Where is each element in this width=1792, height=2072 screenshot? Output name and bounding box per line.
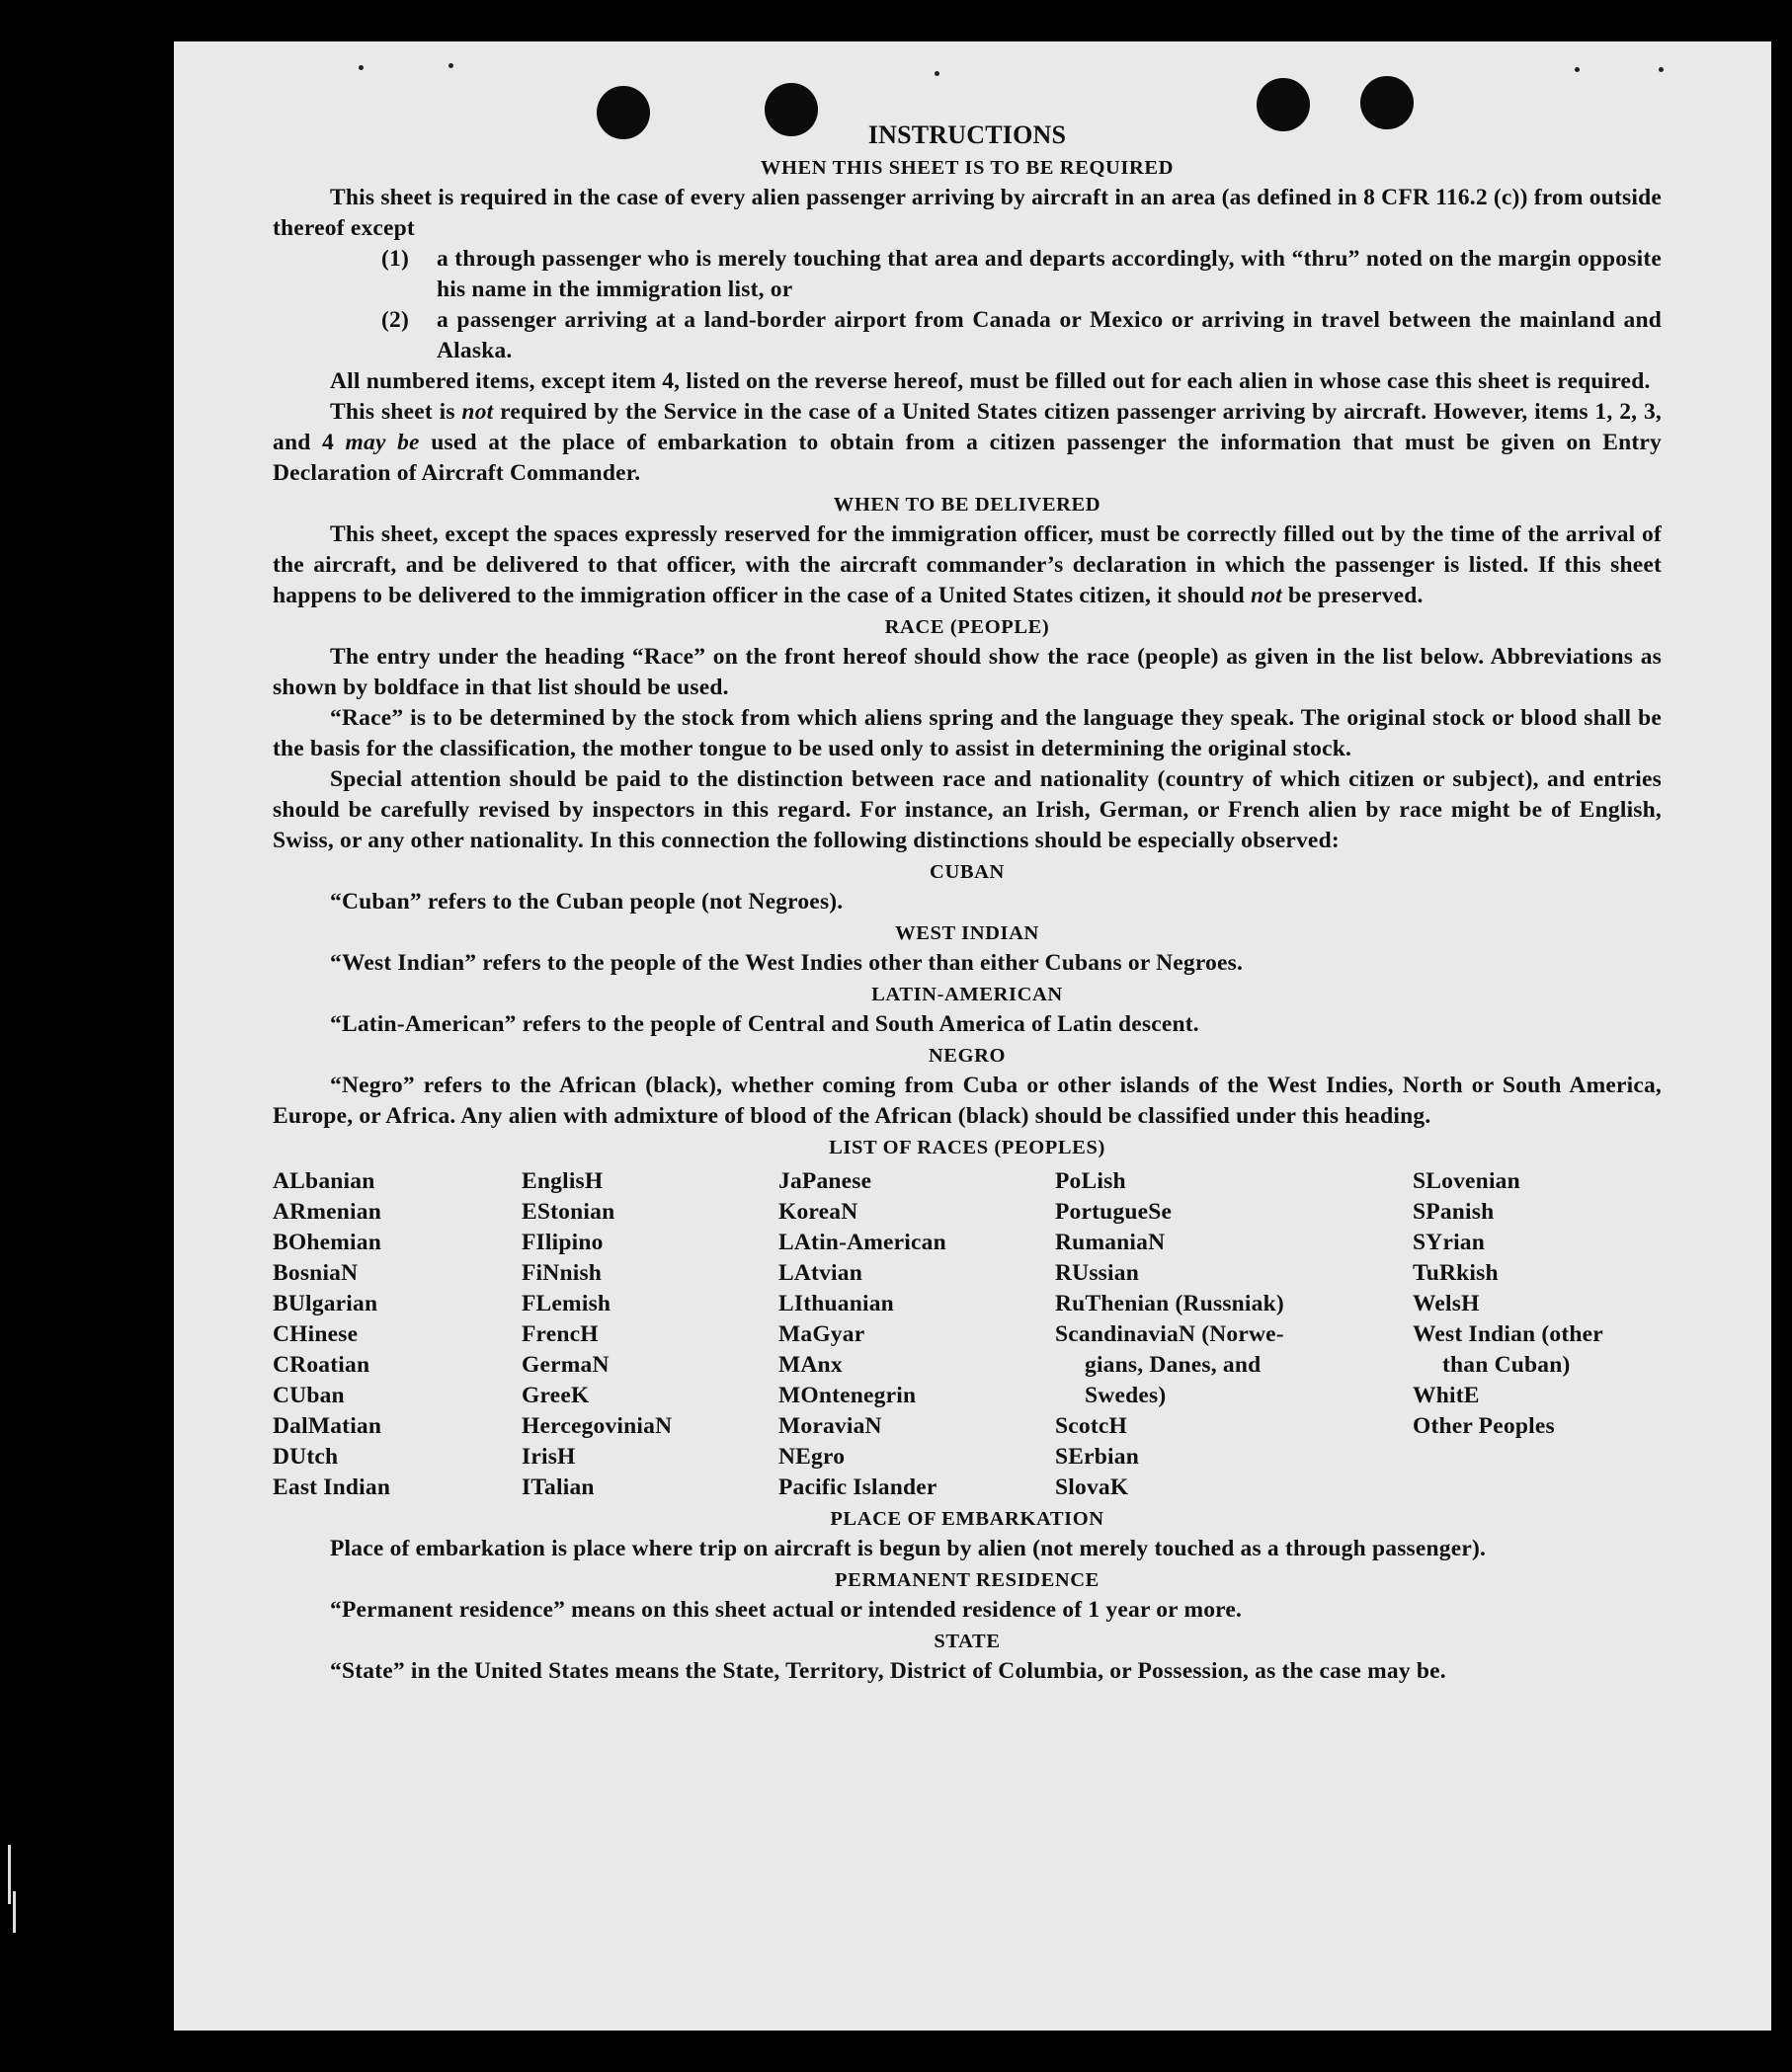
list-item: WhitE <box>1413 1383 1480 1408</box>
section-heading-delivered: WHEN TO BE DELIVERED <box>833 494 1101 516</box>
paragraph: This sheet is required in the case of every alien passenger arriving by aircraft in an area (as defined in 8 CFR 116.2 (c)) from outside thereof except <box>273 185 1662 241</box>
list-item: GermaN <box>522 1352 610 1378</box>
list-item: KoreaN <box>778 1199 858 1225</box>
list-item: DalMatian <box>273 1413 382 1439</box>
section-heading-required: WHEN THIS SHEET IS TO BE REQUIRED <box>760 157 1175 179</box>
list-item: IrisH <box>522 1444 576 1470</box>
list-item: GreeK <box>522 1383 590 1408</box>
race-column <box>1413 1166 1662 1503</box>
list-item: SPanish <box>1413 1199 1495 1225</box>
scan-edge-mark <box>13 1891 16 1933</box>
document-page <box>174 41 1771 2031</box>
list-item: EnglisH <box>522 1168 604 1194</box>
list-item: DUtch <box>273 1444 339 1470</box>
section-heading-west-indian: WEST INDIAN <box>895 922 1039 944</box>
section-heading-negro: NEGRO <box>928 1045 1007 1067</box>
list-item: WelsH <box>1413 1291 1480 1316</box>
section-heading-cuban: CUBAN <box>930 861 1005 883</box>
list-item: ScandinaviaN (Norwe- <box>1055 1321 1284 1347</box>
list-item: MAnx <box>778 1352 843 1378</box>
list-item: RuThenian (Russniak) <box>1055 1291 1284 1316</box>
list-item: SYrian <box>1413 1230 1486 1255</box>
list-item: HercegoviniaN <box>522 1413 673 1439</box>
race-column <box>273 1166 522 1503</box>
paragraph: “West Indian” refers to the people of the West Indies other than either Cubans or Negroes. <box>330 950 1244 976</box>
list-item: RUssian <box>1055 1260 1139 1286</box>
list-item: Pacific Islander <box>778 1474 937 1500</box>
list-item: SlovaK <box>1055 1474 1129 1500</box>
list-item: East Indian <box>273 1474 391 1500</box>
list-item: MaGyar <box>778 1321 865 1347</box>
paragraph: “Negro” refers to the African (black), whether coming from Cuba or other islands of the West Indies, North or South America, Europe, or Africa. Any alien with admixture of blood of the African (black) should be classified under this heading. <box>273 1073 1662 1129</box>
paragraph: All numbered items, except item 4, listed on the reverse hereof, must be filled out for each alien in whose case this sheet is required. <box>330 368 1651 394</box>
list-item: Swedes) <box>1085 1383 1167 1408</box>
paragraph: Place of embarkation is place where trip on aircraft is begun by alien (not merely touched as a through passenger). <box>330 1536 1487 1561</box>
paragraph: “State” in the United States means the State, Territory, District of Columbia, or Possession, as the case may be. <box>330 1658 1446 1684</box>
list-item: FLemish <box>522 1291 611 1316</box>
list-item: PoLish <box>1055 1168 1126 1194</box>
list-item: MOntenegrin <box>778 1383 917 1408</box>
race-list <box>273 1166 1662 1503</box>
list-item: CUban <box>273 1383 345 1408</box>
paragraph: “Permanent residence” means on this sheet actual or intended residence of 1 year or more. <box>330 1597 1243 1623</box>
race-column <box>778 1166 1055 1503</box>
paragraph: “Latin-American” refers to the people of Central and South America of Latin descent. <box>330 1011 1199 1037</box>
paragraph: “Race” is to be determined by the stock from which aliens spring and the language they speak. The original stock or blood shall be the basis for the classification, the mother tongue to be used only to assist in determining the original stock. <box>273 705 1662 761</box>
list-item: ITalian <box>522 1474 595 1500</box>
list-item: TuRkish <box>1413 1260 1499 1286</box>
list-item: ARmenian <box>273 1199 381 1225</box>
list-item: ALbanian <box>273 1168 375 1194</box>
list-item: NEgro <box>778 1444 846 1470</box>
list-item: West Indian (other <box>1413 1321 1603 1347</box>
list-item: LAtin-American <box>778 1230 946 1255</box>
paragraph: “Cuban” refers to the Cuban people (not Negroes). <box>330 889 844 915</box>
list-item: BosniaN <box>273 1260 359 1286</box>
speck <box>359 65 364 70</box>
list-item: (1) a through passenger who is merely touching that area and departs accordingly, with “thru” noted on the margin opposite his name in the immigration list, or <box>381 246 1662 302</box>
list-item: MoraviaN <box>778 1413 882 1439</box>
section-heading-embarkation: PLACE OF EMBARKATION <box>830 1508 1104 1530</box>
race-column <box>522 1166 778 1503</box>
list-item: LIthuanian <box>778 1291 894 1316</box>
page-title: INSTRUCTIONS <box>867 120 1067 149</box>
section-heading-latin-american: LATIN-AMERICAN <box>871 984 1063 1005</box>
speck <box>448 63 453 68</box>
list-item: Other Peoples <box>1413 1413 1555 1439</box>
speck <box>935 71 939 76</box>
list-item: JaPanese <box>778 1168 872 1194</box>
section-heading-state: STATE <box>934 1631 1001 1652</box>
list-item: RumaniaN <box>1055 1230 1166 1255</box>
list-item: BUlgarian <box>273 1291 378 1316</box>
list-item: ScotcH <box>1055 1413 1127 1439</box>
list-item: SLovenian <box>1413 1168 1520 1194</box>
list-item: than Cuban) <box>1442 1352 1571 1378</box>
section-heading-race: RACE (PEOPLE) <box>884 616 1050 638</box>
instructions-body <box>273 119 1662 1687</box>
list-item: BOhemian <box>273 1230 381 1255</box>
list-item: PortugueSe <box>1055 1199 1173 1225</box>
section-heading-permanent-residence: PERMANENT RESIDENCE <box>835 1569 1100 1591</box>
paragraph: This sheet is not required by the Service in the case of a United States citizen passenger arriving by aircraft. However, items 1, 2, 3, and 4 may be used at the place of embarkation to obtain from a citizen passenger the information that must be given on Entry Declaration of Aircraft Commander. <box>273 399 1663 486</box>
speck <box>1659 67 1664 72</box>
list-item: FiNnish <box>522 1260 603 1286</box>
list-item: FIlipino <box>522 1230 604 1255</box>
list-item: LAtvian <box>778 1260 862 1286</box>
list-item: FrencH <box>522 1321 599 1347</box>
paragraph: The entry under the heading “Race” on the front hereof should show the race (people) as given in the list below. Abbreviations as shown by boldface in that list should be used. <box>273 644 1662 700</box>
paragraph: Special attention should be paid to the distinction between race and nationality (country of which citizen or subject), and entries should be carefully revised by inspectors in this regard. For instance, an Irish, German, or French alien by race might be of English, Swiss, or any other nationality. In this connection the following distinctions should be especially observed: <box>273 766 1662 853</box>
speck <box>1575 67 1580 72</box>
list-item: CHinese <box>273 1321 359 1347</box>
scan-edge-mark <box>8 1845 11 1904</box>
paragraph: This sheet, except the spaces expressly reserved for the immigration officer, must be correctly filled out by the time of the arrival of the aircraft, and be delivered to that officer, with the aircraft commander’s declaration in which the passenger is listed. If this sheet happens to be delivered to the immigration officer in the case of a United States citizen, it should not be preserved. <box>273 521 1662 608</box>
list-item: SErbian <box>1055 1444 1139 1470</box>
list-item: gians, Danes, and <box>1085 1352 1262 1378</box>
list-item: CRoatian <box>273 1352 370 1378</box>
list-item: EStonian <box>522 1199 615 1225</box>
section-heading-race-list: LIST OF RACES (PEOPLES) <box>829 1137 1105 1158</box>
list-item: (2) a passenger arriving at a land-border airport from Canada or Mexico or arriving in travel between the mainland and Alaska. <box>381 307 1662 363</box>
race-column <box>1055 1166 1413 1503</box>
